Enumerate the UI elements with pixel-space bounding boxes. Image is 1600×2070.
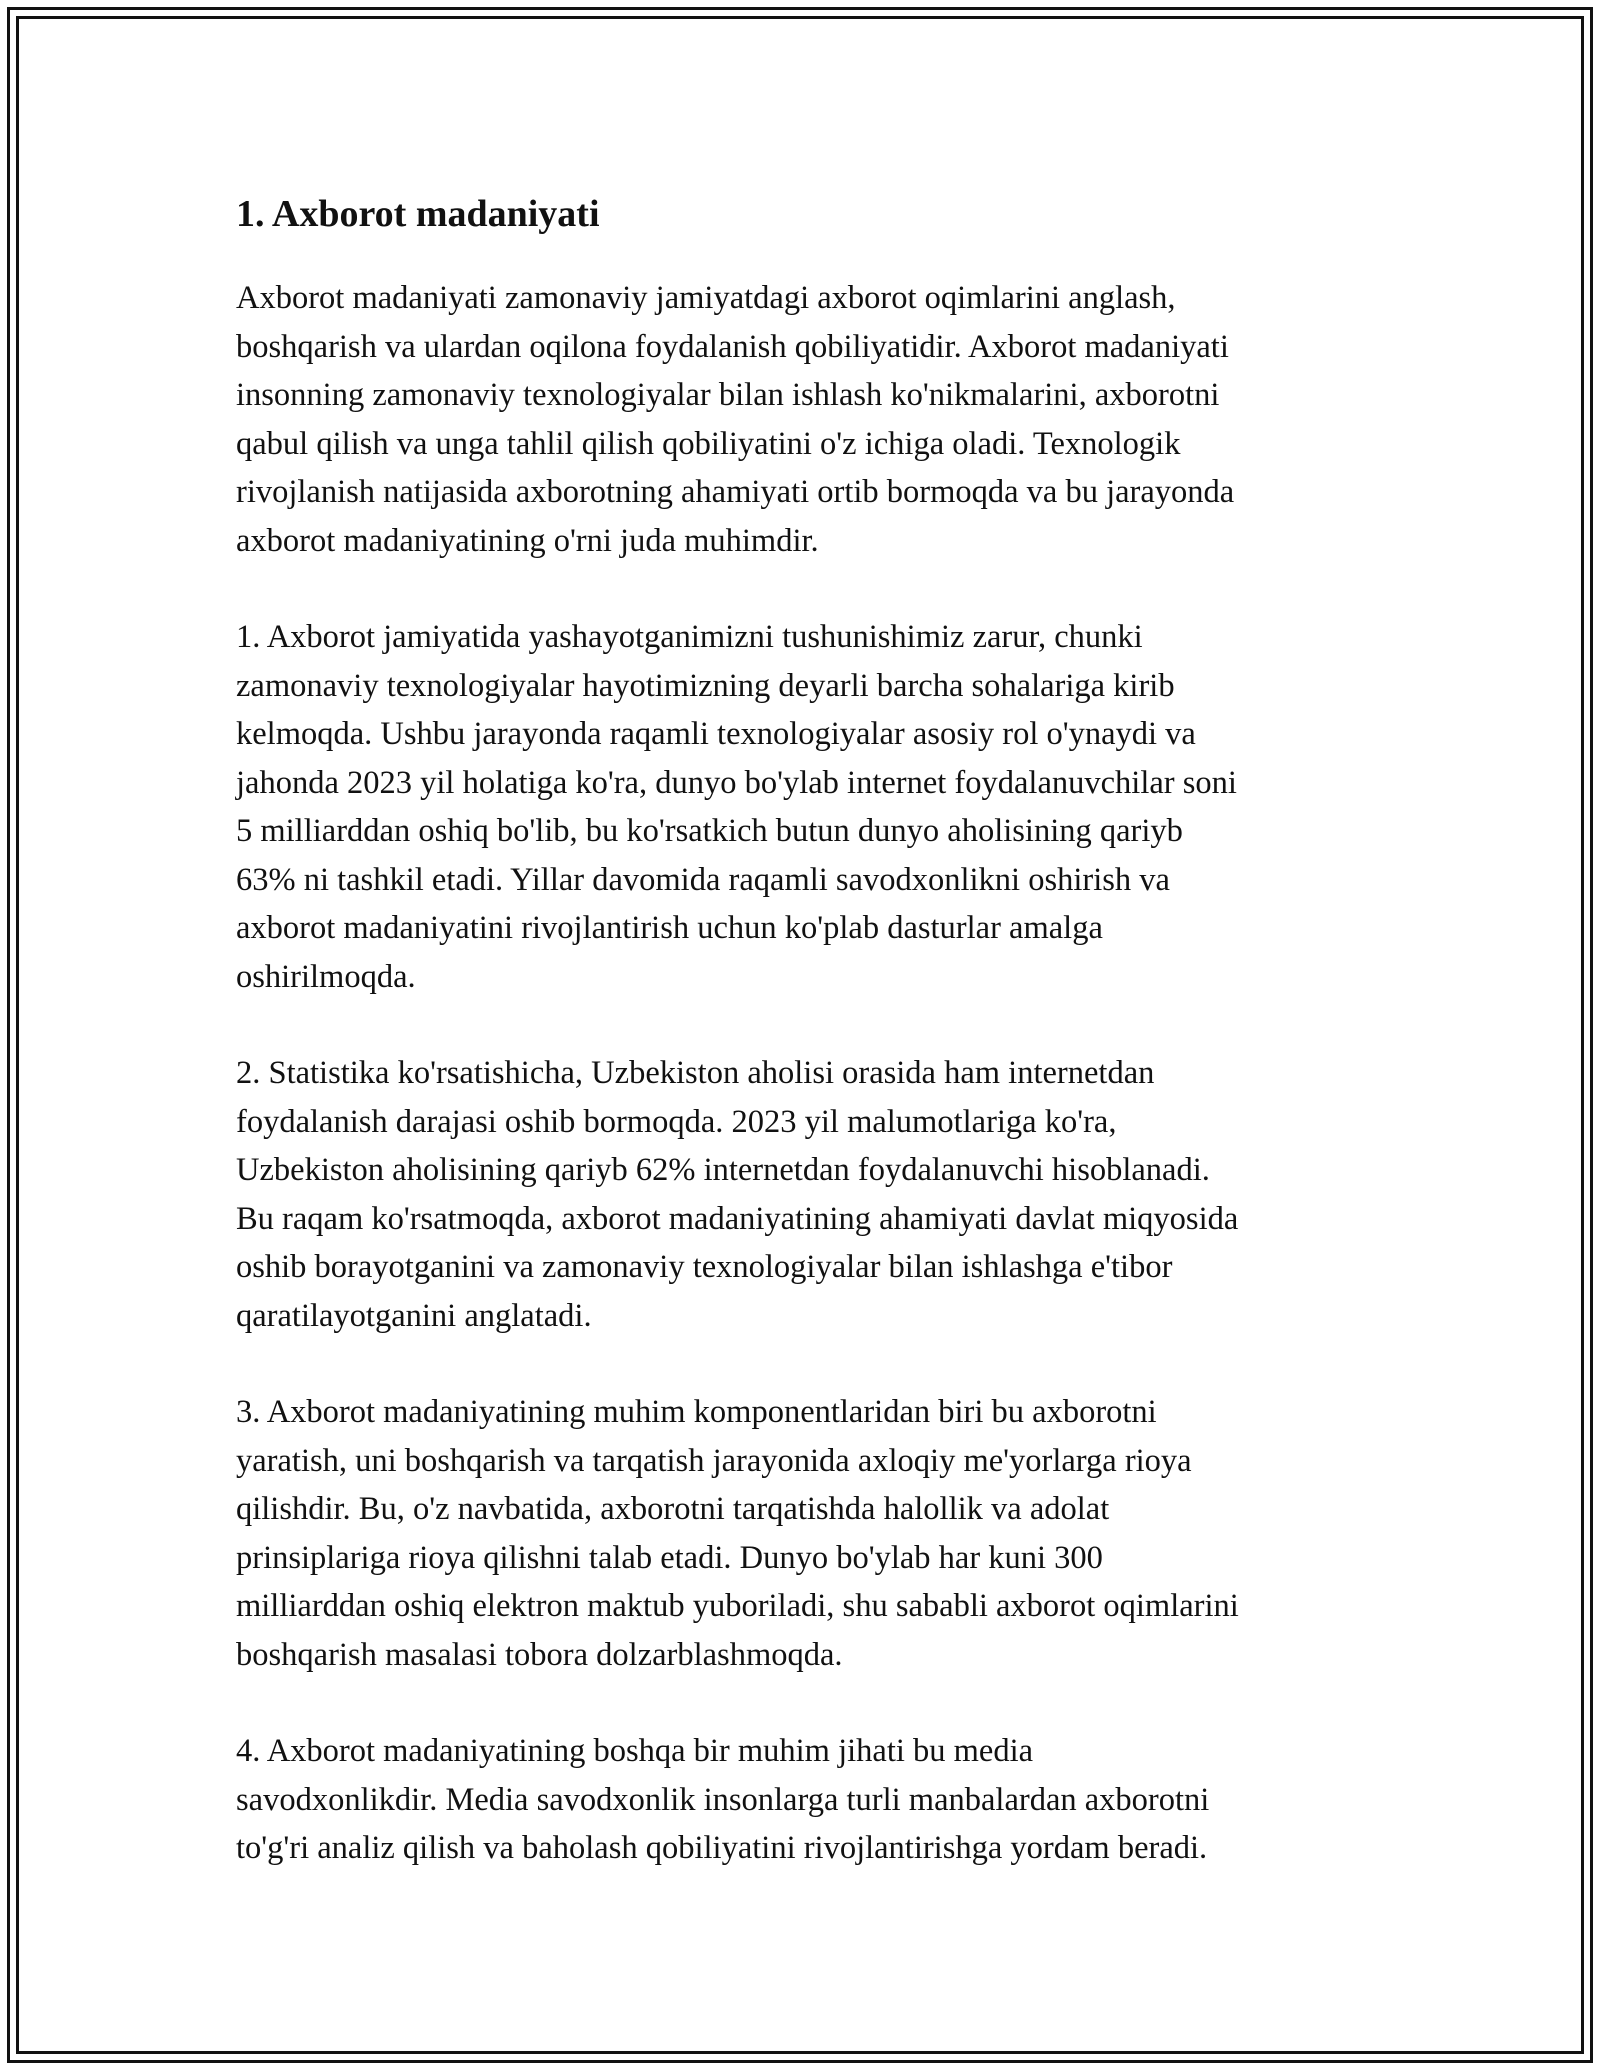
paragraph-line: foydalanish darajasi oshib bormoqda. 2023 yil malumotlariga ko'ra,: [236, 1103, 1117, 1140]
paragraph-line: oshirilmoqda.: [236, 958, 416, 995]
paragraph-line: oshib borayotganini va zamonaviy texnologiyalar bilan ishlashga e'tibor: [236, 1249, 1173, 1285]
paragraph-line: qabul qilish va unga tahlil qilish qobiliyatini o'z ichiga oladi. Texnologik: [236, 425, 1181, 462]
paragraph-line: rivojlanish natijasida axborotning ahamiyati ortib bormoqda va bu jarayonda: [236, 474, 1235, 510]
paragraph-line: qaratilayotganini anglatadi.: [236, 1297, 592, 1334]
paragraph-line: axborot madaniyatining o'rni juda muhimdir.: [236, 522, 819, 559]
paragraph-line: prinsiplariga rioya qilishni talab etadi. Dunyo bo'ylab har kuni 300: [236, 1539, 1103, 1576]
intro-paragraph: [236, 274, 1376, 565]
paragraph-line: Uzbekiston aholisining qariyb 62% internetdan foydalanuvchi hisoblanadi.: [236, 1152, 1210, 1188]
document-body: [236, 188, 1376, 1921]
paragraph-line: zamonaviy texnologiyalar hayotimizning deyarli barcha sohalariga kirib: [236, 667, 1175, 704]
paragraph-line: savodxonlikdir. Media savodxonlik insonlarga turli manbalardan axborotni: [236, 1781, 1210, 1818]
numbered-paragraph-4: [236, 1727, 1376, 1873]
paragraph-line: yaratish, uni boshqarish va tarqatish jarayonida axloqiy me'yorlarga rioya: [236, 1442, 1192, 1479]
paragraph-list: [236, 274, 1376, 1873]
paragraph-line: 63% ni tashkil etadi. Yillar davomida raqamli savodxonlikni oshirish va: [236, 861, 1170, 898]
paragraph-line: Bu raqam ko'rsatmoqda, axborot madaniyatining ahamiyati davlat miqyosida: [236, 1200, 1239, 1237]
paragraph-line: boshqarish masalasi tobora dolzarblashmoqda.: [236, 1636, 843, 1673]
numbered-paragraph-3: [236, 1388, 1376, 1679]
paragraph-line: 1. Axborot jamiyatida yashayotganimizni tushunishimiz zarur, chunki: [236, 619, 1143, 655]
paragraph-line: 5 milliarddan oshiq bo'lib, bu ko'rsatkich butun dunyo aholisining qariyb: [236, 813, 1183, 849]
paragraph-line: 4. Axborot madaniyatining boshqa bir muhim jihati bu media: [236, 1733, 1034, 1769]
paragraph-line: qilishdir. Bu, o'z navbatida, axborotni tarqatishda halollik va adolat: [236, 1491, 1110, 1527]
paragraph-line: axborot madaniyatini rivojlantirish uchun ko'plab dasturlar amalga: [236, 910, 1103, 946]
numbered-paragraph-1: [236, 613, 1376, 1001]
paragraph-line: kelmoqda. Ushbu jarayonda raqamli texnologiyalar asosiy rol o'ynaydi va: [236, 716, 1196, 752]
paragraph-line: jahonda 2023 yil holatiga ko'ra, dunyo bo'ylab internet foydalanuvchilar soni: [236, 764, 1237, 801]
paragraph-line: Axborot madaniyati zamonaviy jamiyatdagi axborot oqimlarini anglash,: [236, 280, 1176, 316]
paragraph-line: 3. Axborot madaniyatining muhim komponentlaridan biri bu axborotni: [236, 1394, 1157, 1430]
paragraph-line: 2. Statistika ko'rsatishicha, Uzbekiston aholisi orasida ham internetdan: [236, 1055, 1155, 1091]
paragraph-line: milliarddan oshiq elektron maktub yuboriladi, shu sababli axborot oqimlarini: [236, 1588, 1239, 1624]
section-heading: 1. Axborot madaniyati: [236, 193, 600, 235]
paragraph-line: to'g'ri analiz qilish va baholash qobiliyatini rivojlantirishga yordam beradi.: [236, 1830, 1208, 1866]
paragraph-line: insonning zamonaviy texnologiyalar bilan ishlash ko'nikmalarini, axborotni: [236, 377, 1220, 413]
paragraph-line: boshqarish va ulardan oqilona foydalanish qobiliyatidir. Axborot madaniyati: [236, 328, 1229, 365]
numbered-paragraph-2: [236, 1049, 1376, 1340]
